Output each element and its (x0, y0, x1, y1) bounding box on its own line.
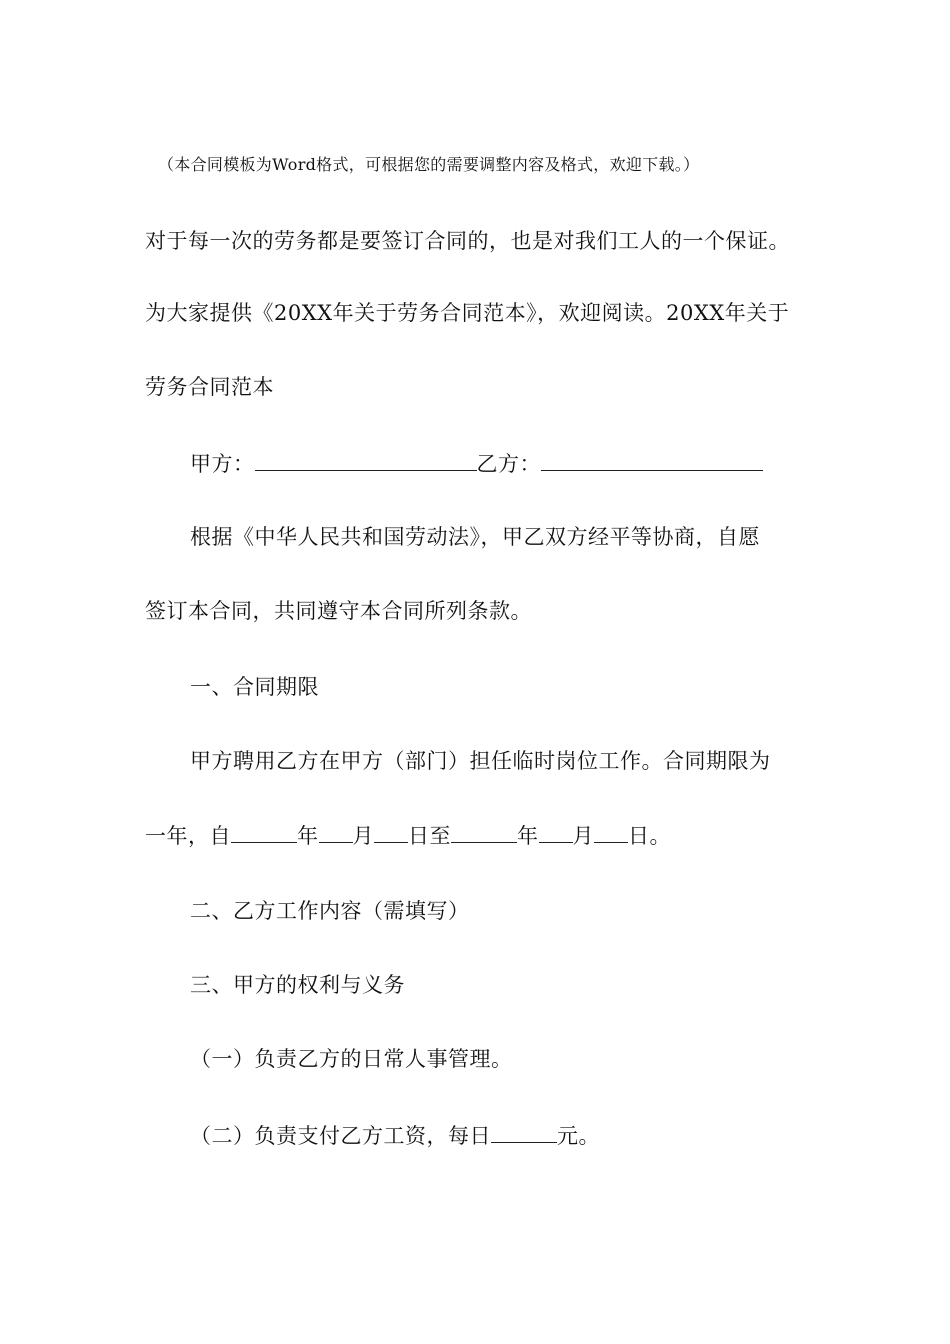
daily-wage-blank[interactable] (491, 1120, 557, 1143)
wage-suffix: 元。 (557, 1124, 600, 1148)
end-year-label: 年 (517, 824, 539, 848)
preamble-line-1: 根据《中华人民共和国劳动法》，甲乙双方经平等协商，自愿 (190, 525, 760, 549)
start-year-blank[interactable] (231, 820, 297, 843)
section-1-heading: 一、合同期限 (190, 675, 319, 699)
section-3-item-1: （一）负责乙方的日常人事管理。 (190, 1047, 513, 1071)
end-day-label: 日。 (628, 824, 671, 848)
start-day-to-label: 日至 (408, 824, 451, 848)
party-a-blank[interactable] (255, 448, 477, 471)
parties-line (190, 448, 763, 479)
preamble-line-2: 签订本合同，共同遵守本合同所列条款。 (145, 599, 532, 623)
section-2-heading: 二、乙方工作内容（需填写） (190, 899, 470, 923)
term-prefix: 一年，自 (145, 824, 231, 848)
intro-line-1: 对于每一次的劳务都是要签订合同的，也是对我们工人的一个保证。 (145, 229, 790, 253)
party-a-label: 甲方： (190, 452, 255, 476)
start-day-blank[interactable] (374, 820, 408, 843)
start-year-label: 年 (297, 824, 319, 848)
intro-line-3: 劳务合同范本 (145, 375, 274, 399)
end-year-blank[interactable] (451, 820, 517, 843)
section-1-line-2 (145, 820, 671, 851)
section-3-heading: 三、甲方的权利与义务 (190, 973, 405, 997)
intro-line-2: 为大家提供《20XX年关于劳务合同范本》，欢迎阅读。20XX年关于 (145, 301, 790, 325)
end-month-label: 月 (572, 824, 594, 848)
party-b-label: 乙方： (476, 452, 541, 476)
end-month-blank[interactable] (539, 820, 573, 843)
start-month-blank[interactable] (319, 820, 353, 843)
start-month-label: 月 (352, 824, 374, 848)
party-b-blank[interactable] (541, 448, 763, 471)
end-day-blank[interactable] (594, 820, 628, 843)
template-note: （本合同模板为Word格式，可根据您的需要调整内容及格式，欢迎下载。） (158, 155, 700, 174)
section-1-line-1: 甲方聘用乙方在甲方（部门）担任临时岗位工作。合同期限为 (190, 749, 771, 773)
section-3-item-2 (190, 1120, 600, 1151)
wage-prefix: （二）负责支付乙方工资，每日 (190, 1124, 491, 1148)
